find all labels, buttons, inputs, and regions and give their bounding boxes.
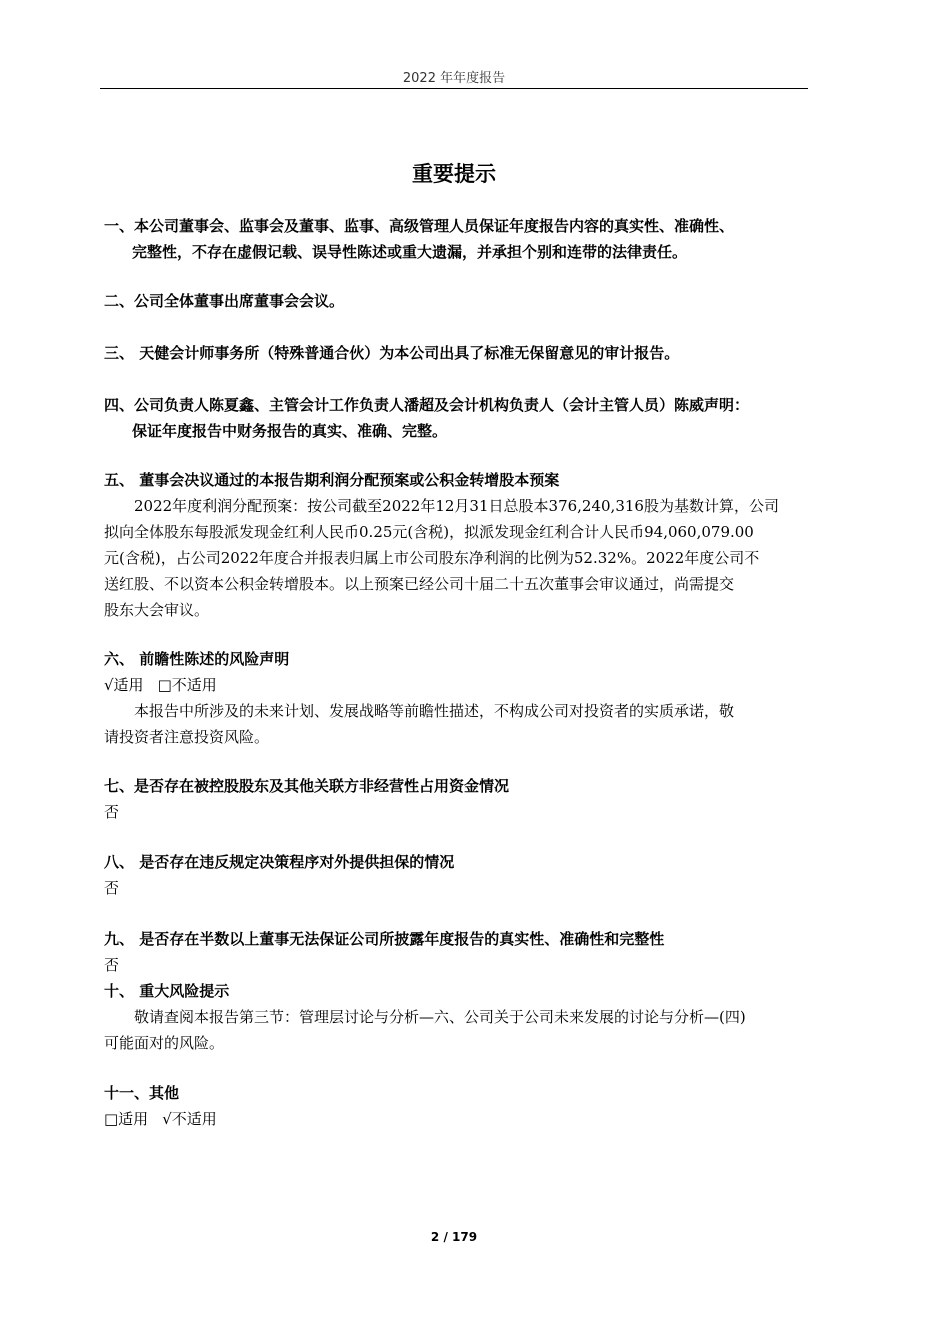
header-divider: [100, 88, 808, 89]
notice-5-para-line-3: 元(含税)，占公司2022年度合并报表归属上市公司股东净利润的比例为52.32%。2022年度公司不: [104, 549, 760, 567]
notice-4-line-2: 保证年度报告中财务报告的真实、准确、完整。: [132, 422, 448, 440]
notice-8-heading: 八、 是否存在违反规定决策程序对外提供担保的情况: [104, 853, 455, 871]
unchecked-applicable-option: □适用: [104, 1110, 149, 1128]
notice-10-para-line-2: 可能面对的风险。: [104, 1034, 225, 1052]
unchecked-not-applicable-option: □不适用: [157, 676, 217, 694]
notice-2: 二、公司全体董事出席董事会会议。: [104, 292, 345, 310]
notice-6-para-line-2: 请投资者注意投资风险。: [104, 728, 270, 746]
notice-11-options: [104, 1106, 808, 1132]
notice-7-answer: 否: [104, 803, 120, 821]
notice-5-para-line-2: 拟向全体股东每股派发现金红利人民币0.25元(含税)，拟派发现金红利合计人民币94,060,079.00: [104, 523, 754, 541]
notice-5-para-line-5: 股东大会审议。: [104, 601, 210, 619]
notice-1-line-1: 一、本公司董事会、监事会及董事、监事、高级管理人员保证年度报告内容的真实性、准确性、: [104, 217, 735, 235]
notice-9-heading: 九、 是否存在半数以上董事无法保证公司所披露年度报告的真实性、准确性和完整性: [104, 930, 665, 948]
notice-7-heading: 七、是否存在被控股股东及其他关联方非经营性占用资金情况: [104, 777, 510, 795]
notice-3: 三、 天健会计师事务所（特殊普通合伙）为本公司出具了标准无保留意见的审计报告。: [104, 344, 680, 362]
notice-10-heading: 十、 重大风险提示: [104, 982, 230, 1000]
notice-8-answer: 否: [104, 879, 120, 897]
notice-6-heading: 六、 前瞻性陈述的风险声明: [104, 650, 290, 668]
notice-4-line-1: 四、公司负责人陈夏鑫、主管会计工作负责人潘超及会计机构负责人（会计主管人员）陈威声明：: [104, 396, 750, 414]
notice-10-para-line-1: 敬请查阅本报告第三节：管理层讨论与分析—六、公司关于公司未来发展的讨论与分析—(四): [134, 1008, 746, 1026]
notice-6-options: [104, 672, 808, 698]
notice-9-answer: 否: [104, 956, 120, 974]
page-header: 2022 年年度报告: [402, 71, 506, 86]
notice-5-para-line-1: 2022年度利润分配预案：按公司截至2022年12月31日总股本376,240,316股为基数计算，公司: [134, 497, 779, 515]
notice-11-heading: 十一、其他: [104, 1084, 180, 1102]
notice-5-para-line-4: 送红股、不以资本公积金转增股本。以上预案已经公司十届二十五次董事会审议通过，尚需提交: [104, 575, 735, 593]
notice-1-line-2: 完整性，不存在虚假记载、误导性陈述或重大遗漏，并承担个别和连带的法律责任。: [132, 243, 688, 261]
notice-6-para-line-1: 本报告中所涉及的未来计划、发展战略等前瞻性描述，不构成公司对投资者的实质承诺，敬: [134, 702, 735, 720]
notice-5-heading: 五、 董事会决议通过的本报告期利润分配预案或公积金转增股本预案: [104, 471, 560, 489]
page-title: 重要提示: [412, 162, 496, 186]
checked-not-applicable-option: √不适用: [162, 1110, 217, 1128]
checked-applicable-option: √适用: [104, 676, 144, 694]
page-number: 2 / 179: [430, 1230, 478, 1244]
